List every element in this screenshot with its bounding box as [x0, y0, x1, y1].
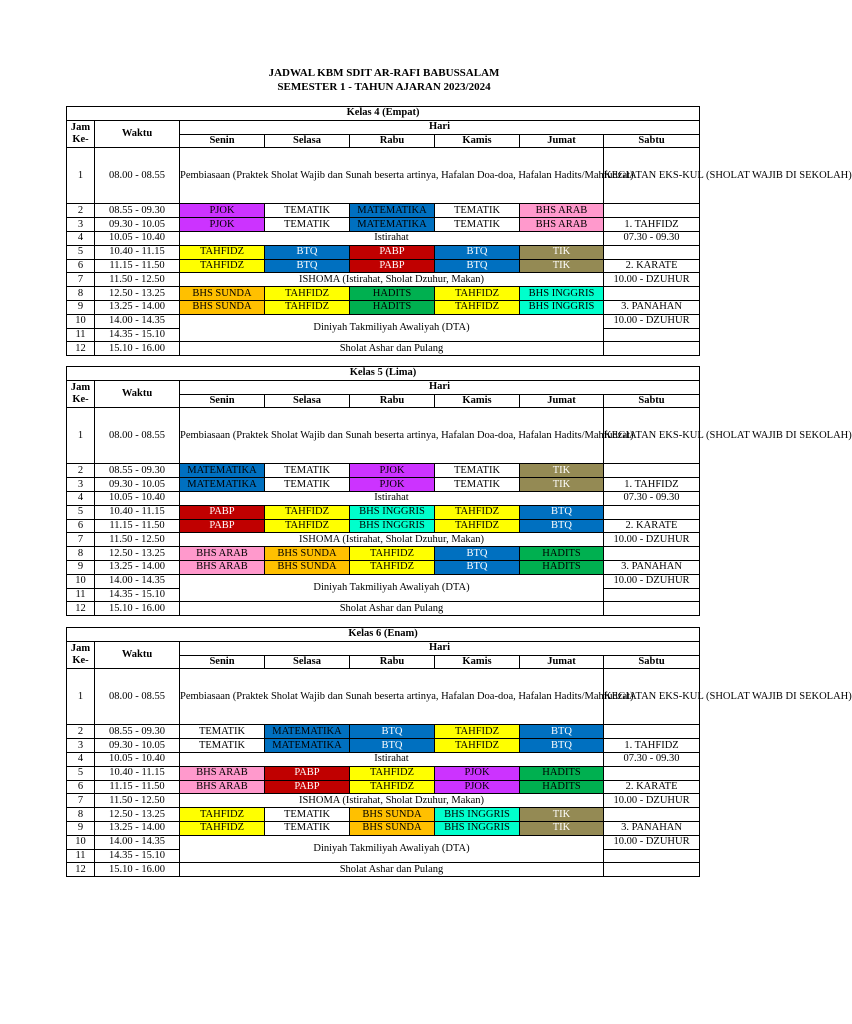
jam-cell: 3 [67, 218, 95, 232]
day-rabu: Rabu [350, 134, 435, 148]
subject-cell: TAHFIDZ [265, 505, 350, 519]
subject-cell: BHS SUNDA [350, 821, 435, 835]
jam-cell: 6 [67, 519, 95, 533]
jam-cell: 9 [67, 821, 95, 835]
sholat-ashar-cell: Sholat Ashar dan Pulang [180, 342, 604, 356]
jam-ke-header: Jam Ke- [67, 380, 95, 408]
time-cell: 11.15 - 11.50 [95, 780, 180, 794]
istirahat-cell: Istirahat [180, 491, 604, 505]
sabtu-cell: 10.00 - DZUHUR [604, 533, 700, 547]
jam-cell: 9 [67, 560, 95, 574]
kegiatan-cell: KEGIATAN EKS-KUL (SHOLAT WAJIB DI SEKOLAH) [604, 408, 700, 464]
subject-cell: BHS INGGRIS [520, 300, 604, 314]
subject-cell: TEMATIK [180, 739, 265, 753]
sabtu-cell [604, 328, 700, 342]
class-title: Kelas 6 (Enam) [67, 628, 700, 642]
day-selasa: Selasa [265, 655, 350, 669]
time-cell: 12.50 - 13.25 [95, 547, 180, 561]
subject-cell: BTQ [520, 739, 604, 753]
jam-cell: 12 [67, 602, 95, 616]
sholat-ashar-cell: Sholat Ashar dan Pulang [180, 602, 604, 616]
pembiasaan-cell: Pembiasaan (Praktek Sholat Wajib dan Sunah beserta artinya, Hafalan Doa-doa, Hafalan Hadits/Mahfudzat) [180, 148, 604, 204]
schedule-table-kelas-4 [66, 106, 852, 356]
subject-cell: BTQ [520, 505, 604, 519]
day-jumat: Jumat [520, 655, 604, 669]
schedule-table-kelas-5 [66, 366, 852, 616]
sabtu-cell: 07.30 - 09.30 [604, 491, 700, 505]
subject-cell: PJOK [435, 780, 520, 794]
time-cell: 09.30 - 10.05 [95, 478, 180, 492]
subject-cell: BTQ [350, 739, 435, 753]
sabtu-cell [604, 245, 700, 259]
time-cell: 13.25 - 14.00 [95, 560, 180, 574]
time-cell: 10.40 - 11.15 [95, 505, 180, 519]
class-title: Kelas 4 (Empat) [67, 107, 700, 121]
subject-cell: MATEMATIKA [265, 739, 350, 753]
sabtu-cell: 3. PANAHAN [604, 300, 700, 314]
sabtu-cell [604, 588, 700, 602]
subject-cell: PJOK [435, 766, 520, 780]
waktu-header: Waktu [95, 380, 180, 408]
pembiasaan-cell: Pembiasaan (Praktek Sholat Wajib dan Sunah beserta artinya, Hafalan Doa-doa, Hafalan Hadits/Mahfudzat) [180, 669, 604, 725]
subject-cell: PJOK [180, 218, 265, 232]
time-cell: 15.10 - 16.00 [95, 602, 180, 616]
subject-cell: PJOK [180, 204, 265, 218]
subject-cell: TAHFIDZ [180, 245, 265, 259]
sabtu-cell [604, 766, 700, 780]
subject-cell: TAHFIDZ [435, 300, 520, 314]
subject-cell: TAHFIDZ [180, 808, 265, 822]
subject-cell: TEMATIK [180, 725, 265, 739]
jam-ke-header: Jam Ke- [67, 120, 95, 148]
subject-cell: PABP [180, 505, 265, 519]
diniyah-cell: Diniyah Takmiliyah Awaliyah (DTA) [180, 314, 604, 342]
subject-cell: BTQ [350, 725, 435, 739]
subject-cell: MATEMATIKA [180, 478, 265, 492]
jam-cell: 3 [67, 739, 95, 753]
jam-cell: 11 [67, 328, 95, 342]
subject-cell: BHS ARAB [180, 766, 265, 780]
time-cell: 08.00 - 08.55 [95, 669, 180, 725]
subject-cell: TIK [520, 464, 604, 478]
sholat-ashar-cell: Sholat Ashar dan Pulang [180, 863, 604, 877]
class-title: Kelas 5 (Lima) [67, 367, 700, 381]
diniyah-cell: Diniyah Takmiliyah Awaliyah (DTA) [180, 574, 604, 602]
subject-cell: TEMATIK [265, 478, 350, 492]
subject-cell: TEMATIK [435, 464, 520, 478]
subject-cell: BHS INGGRIS [435, 821, 520, 835]
sabtu-cell: 3. PANAHAN [604, 560, 700, 574]
subject-cell: HADITS [350, 300, 435, 314]
jam-cell: 1 [67, 408, 95, 464]
subject-cell: TAHFIDZ [180, 259, 265, 273]
jam-cell: 2 [67, 464, 95, 478]
subject-cell: TEMATIK [435, 218, 520, 232]
time-cell: 11.50 - 12.50 [95, 273, 180, 287]
jam-cell: 7 [67, 533, 95, 547]
jam-cell: 5 [67, 505, 95, 519]
time-cell: 10.40 - 11.15 [95, 245, 180, 259]
jam-cell: 1 [67, 669, 95, 725]
sabtu-cell [604, 863, 700, 877]
kegiatan-cell: KEGIATAN EKS-KUL (SHOLAT WAJIB DI SEKOLAH) [604, 148, 700, 204]
subject-cell: BHS INGGRIS [520, 287, 604, 301]
subject-cell: TEMATIK [435, 478, 520, 492]
jam-cell: 4 [67, 231, 95, 245]
jam-cell: 5 [67, 766, 95, 780]
subject-cell: TEMATIK [265, 821, 350, 835]
subject-cell: TEMATIK [265, 204, 350, 218]
time-cell: 09.30 - 10.05 [95, 218, 180, 232]
time-cell: 08.55 - 09.30 [95, 204, 180, 218]
sabtu-cell: 10.00 - DZUHUR [604, 794, 700, 808]
subject-cell: MATEMATIKA [350, 218, 435, 232]
subject-cell: BTQ [265, 245, 350, 259]
sabtu-cell: 2. KARATE [604, 259, 700, 273]
day-senin: Senin [180, 134, 265, 148]
sabtu-cell: 2. KARATE [604, 780, 700, 794]
diniyah-cell: Diniyah Takmiliyah Awaliyah (DTA) [180, 835, 604, 863]
jam-cell: 2 [67, 725, 95, 739]
sabtu-cell: 10.00 - DZUHUR [604, 835, 700, 849]
subject-cell: BHS INGGRIS [435, 808, 520, 822]
time-cell: 10.05 - 10.40 [95, 231, 180, 245]
subject-cell: HADITS [520, 780, 604, 794]
subject-cell: BHS INGGRIS [350, 505, 435, 519]
sabtu-cell: 1. TAHFIDZ [604, 739, 700, 753]
jam-cell: 10 [67, 314, 95, 328]
sabtu-cell [604, 287, 700, 301]
day-rabu: Rabu [350, 394, 435, 408]
day-sabtu: Sabtu [604, 134, 700, 148]
day-kamis: Kamis [435, 394, 520, 408]
jam-cell: 9 [67, 300, 95, 314]
day-kamis: Kamis [435, 134, 520, 148]
sabtu-cell: 1. TAHFIDZ [604, 478, 700, 492]
subject-cell: BHS ARAB [520, 204, 604, 218]
day-senin: Senin [180, 655, 265, 669]
subject-cell: BHS SUNDA [350, 808, 435, 822]
subject-cell: BTQ [520, 519, 604, 533]
day-senin: Senin [180, 394, 265, 408]
subject-cell: TEMATIK [435, 204, 520, 218]
time-cell: 11.15 - 11.50 [95, 259, 180, 273]
jam-cell: 12 [67, 342, 95, 356]
subject-cell: TAHFIDZ [350, 766, 435, 780]
subject-cell: TAHFIDZ [350, 560, 435, 574]
sabtu-cell: 2. KARATE [604, 519, 700, 533]
day-selasa: Selasa [265, 134, 350, 148]
time-cell: 10.05 - 10.40 [95, 752, 180, 766]
subject-cell: BTQ [520, 725, 604, 739]
sabtu-cell: 1. TAHFIDZ [604, 218, 700, 232]
subject-cell: TAHFIDZ [265, 287, 350, 301]
jam-cell: 7 [67, 273, 95, 287]
time-cell: 11.15 - 11.50 [95, 519, 180, 533]
subject-cell: PABP [350, 245, 435, 259]
subject-cell: BHS ARAB [180, 560, 265, 574]
subject-cell: TAHFIDZ [435, 725, 520, 739]
subject-cell: MATEMATIKA [180, 464, 265, 478]
sabtu-cell [604, 725, 700, 739]
istirahat-cell: Istirahat [180, 231, 604, 245]
subject-cell: TIK [520, 821, 604, 835]
subject-cell: BTQ [435, 560, 520, 574]
subject-cell: PABP [265, 780, 350, 794]
sabtu-cell [604, 464, 700, 478]
time-cell: 14.00 - 14.35 [95, 835, 180, 849]
subject-cell: TAHFIDZ [350, 780, 435, 794]
time-cell: 10.40 - 11.15 [95, 766, 180, 780]
jam-cell: 10 [67, 835, 95, 849]
subject-cell: TIK [520, 245, 604, 259]
sabtu-cell: 07.30 - 09.30 [604, 231, 700, 245]
time-cell: 15.10 - 16.00 [95, 863, 180, 877]
subject-cell: BHS SUNDA [265, 560, 350, 574]
subject-cell: HADITS [520, 766, 604, 780]
ishoma-cell: ISHOMA (Istirahat, Sholat Dzuhur, Makan) [180, 794, 604, 808]
jam-cell: 3 [67, 478, 95, 492]
jam-cell: 10 [67, 574, 95, 588]
jam-cell: 8 [67, 808, 95, 822]
istirahat-cell: Istirahat [180, 752, 604, 766]
hari-header: Hari [180, 380, 700, 394]
ishoma-cell: ISHOMA (Istirahat, Sholat Dzuhur, Makan) [180, 533, 604, 547]
sabtu-cell: 10.00 - DZUHUR [604, 314, 700, 328]
time-cell: 15.10 - 16.00 [95, 342, 180, 356]
time-cell: 12.50 - 13.25 [95, 808, 180, 822]
sabtu-cell [604, 342, 700, 356]
sabtu-cell [604, 808, 700, 822]
time-cell: 11.50 - 12.50 [95, 794, 180, 808]
day-sabtu: Sabtu [604, 394, 700, 408]
jam-cell: 11 [67, 588, 95, 602]
waktu-header: Waktu [95, 641, 180, 669]
day-kamis: Kamis [435, 655, 520, 669]
jam-cell: 12 [67, 863, 95, 877]
subject-cell: BTQ [435, 547, 520, 561]
jam-cell: 2 [67, 204, 95, 218]
jam-cell: 6 [67, 780, 95, 794]
sabtu-cell: 07.30 - 09.30 [604, 752, 700, 766]
subject-cell: BHS ARAB [180, 780, 265, 794]
sabtu-cell [604, 204, 700, 218]
sabtu-cell [604, 849, 700, 863]
time-cell: 08.55 - 09.30 [95, 464, 180, 478]
jam-cell: 1 [67, 148, 95, 204]
sabtu-cell: 10.00 - DZUHUR [604, 273, 700, 287]
subject-cell: BHS SUNDA [265, 547, 350, 561]
time-cell: 11.50 - 12.50 [95, 533, 180, 547]
subject-cell: TAHFIDZ [265, 300, 350, 314]
subject-cell: TEMATIK [265, 218, 350, 232]
subject-cell: BHS SUNDA [180, 300, 265, 314]
subject-cell: TAHFIDZ [435, 519, 520, 533]
day-sabtu: Sabtu [604, 655, 700, 669]
day-jumat: Jumat [520, 134, 604, 148]
time-cell: 14.35 - 15.10 [95, 588, 180, 602]
jam-cell: 4 [67, 491, 95, 505]
ishoma-cell: ISHOMA (Istirahat, Sholat Dzuhur, Makan) [180, 273, 604, 287]
subject-cell: TAHFIDZ [435, 505, 520, 519]
time-cell: 14.00 - 14.35 [95, 314, 180, 328]
day-selasa: Selasa [265, 394, 350, 408]
subject-cell: TEMATIK [265, 464, 350, 478]
subject-cell: PABP [180, 519, 265, 533]
hari-header: Hari [180, 120, 700, 134]
jam-cell: 4 [67, 752, 95, 766]
subject-cell: PJOK [350, 464, 435, 478]
pembiasaan-cell: Pembiasaan (Praktek Sholat Wajib dan Sunah beserta artinya, Hafalan Doa-doa, Hafalan Hadits/Mahfudzat) [180, 408, 604, 464]
time-cell: 12.50 - 13.25 [95, 287, 180, 301]
time-cell: 08.55 - 09.30 [95, 725, 180, 739]
subject-cell: HADITS [520, 560, 604, 574]
subject-cell: PABP [350, 259, 435, 273]
subject-cell: BHS ARAB [180, 547, 265, 561]
subject-cell: BTQ [265, 259, 350, 273]
time-cell: 08.00 - 08.55 [95, 148, 180, 204]
subject-cell: TAHFIDZ [435, 739, 520, 753]
subject-cell: TAHFIDZ [350, 547, 435, 561]
time-cell: 14.35 - 15.10 [95, 328, 180, 342]
time-cell: 14.35 - 15.10 [95, 849, 180, 863]
subject-cell: TIK [520, 478, 604, 492]
subject-cell: BHS SUNDA [180, 287, 265, 301]
sabtu-cell: 3. PANAHAN [604, 821, 700, 835]
time-cell: 13.25 - 14.00 [95, 821, 180, 835]
subject-cell: TAHFIDZ [265, 519, 350, 533]
subject-cell: MATEMATIKA [350, 204, 435, 218]
sabtu-cell [604, 505, 700, 519]
sabtu-cell: 10.00 - DZUHUR [604, 574, 700, 588]
subject-cell: BHS ARAB [520, 218, 604, 232]
subject-cell: MATEMATIKA [265, 725, 350, 739]
subject-cell: BTQ [435, 245, 520, 259]
subject-cell: PJOK [350, 478, 435, 492]
jam-cell: 8 [67, 547, 95, 561]
kegiatan-cell: KEGIATAN EKS-KUL (SHOLAT WAJIB DI SEKOLAH) [604, 669, 700, 725]
document-title: JADWAL KBM SDIT AR-RAFI BABUSSALAM [268, 67, 500, 79]
day-rabu: Rabu [350, 655, 435, 669]
jam-cell: 11 [67, 849, 95, 863]
subject-cell: TIK [520, 259, 604, 273]
subject-cell: PABP [265, 766, 350, 780]
subject-cell: HADITS [350, 287, 435, 301]
time-cell: 13.25 - 14.00 [95, 300, 180, 314]
jam-ke-header: Jam Ke- [67, 641, 95, 669]
subject-cell: BHS INGGRIS [350, 519, 435, 533]
day-jumat: Jumat [520, 394, 604, 408]
jam-cell: 7 [67, 794, 95, 808]
jam-cell: 6 [67, 259, 95, 273]
subject-cell: TAHFIDZ [435, 287, 520, 301]
subject-cell: HADITS [520, 547, 604, 561]
subject-cell: TAHFIDZ [180, 821, 265, 835]
document-subtitle: SEMESTER 1 - TAHUN AJARAN 2023/2024 [277, 81, 491, 93]
subject-cell: TEMATIK [265, 808, 350, 822]
time-cell: 14.00 - 14.35 [95, 574, 180, 588]
time-cell: 10.05 - 10.40 [95, 491, 180, 505]
sabtu-cell [604, 602, 700, 616]
jam-cell: 5 [67, 245, 95, 259]
subject-cell: TIK [520, 808, 604, 822]
time-cell: 08.00 - 08.55 [95, 408, 180, 464]
time-cell: 09.30 - 10.05 [95, 739, 180, 753]
schedule-table-kelas-6 [66, 627, 852, 877]
waktu-header: Waktu [95, 120, 180, 148]
subject-cell: BTQ [435, 259, 520, 273]
sabtu-cell [604, 547, 700, 561]
hari-header: Hari [180, 641, 700, 655]
jam-cell: 8 [67, 287, 95, 301]
